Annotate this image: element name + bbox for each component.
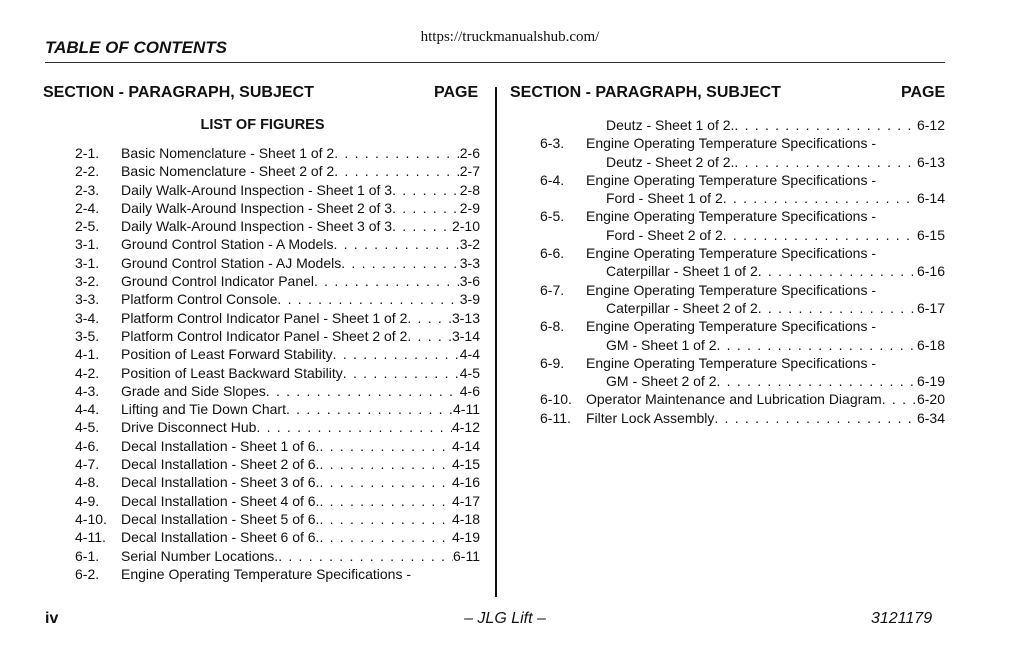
figure-title: Daily Walk-Around Inspection - Sheet 1 of 3 [121, 181, 393, 198]
figure-page: 6-15 [916, 226, 945, 243]
figure-page: 4-6 [459, 382, 480, 399]
figure-title: Engine Operating Temperature Specifications - [586, 245, 877, 262]
dot-leader [319, 473, 452, 491]
figure-title: Lifting and Tie Down Chart [121, 401, 286, 418]
dot-leader [392, 217, 452, 235]
dot-leader [714, 409, 917, 427]
figure-page: 4-15 [451, 456, 480, 473]
figure-page: 2-10 [451, 218, 480, 235]
document-number: 3121179 [871, 610, 933, 627]
figure-page: 4-12 [451, 419, 480, 436]
figure-entry[interactable] [75, 382, 480, 400]
figure-page: 6-11 [453, 547, 480, 564]
figure-title: Ford - Sheet 2 of 2 [606, 226, 723, 243]
dot-leader [343, 364, 460, 382]
dot-leader [717, 372, 917, 390]
figure-number: 4-10. [75, 510, 107, 527]
figure-number: 2-3. [75, 181, 100, 198]
left-figure-list [75, 144, 480, 583]
figure-number: 6-3. [540, 135, 565, 152]
figure-entry[interactable] [75, 437, 480, 455]
figure-title: Platform Control Indicator Panel - Sheet 1 of 2 [121, 309, 408, 326]
figure-page: 6-18 [916, 336, 945, 353]
figure-page: 6-16 [916, 263, 945, 280]
figure-entry[interactable] [75, 254, 480, 272]
figure-page: 3-2 [459, 236, 480, 253]
figure-title: Caterpillar - Sheet 1 of 2 [606, 263, 758, 280]
dot-leader [758, 299, 917, 317]
dot-leader [286, 400, 453, 418]
dot-leader [334, 162, 460, 180]
figure-page: 4-5 [459, 364, 480, 381]
figure-number: 3-5. [75, 327, 100, 344]
figure-page: 3-6 [459, 273, 480, 290]
figure-entry[interactable] [75, 565, 480, 583]
figure-entry[interactable] [540, 207, 945, 244]
figure-number: 2-1. [75, 145, 100, 161]
figure-entry[interactable] [75, 455, 480, 473]
figure-number: 3-1. [75, 254, 100, 271]
dot-leader [723, 189, 917, 207]
figure-page: 4-18 [451, 510, 480, 527]
figure-number: 4-11. [75, 529, 106, 546]
figure-title: Engine Operating Temperature Specifications - [586, 135, 877, 152]
figure-title: Engine Operating Temperature Specifications - [586, 318, 877, 335]
dot-leader [266, 382, 460, 400]
figure-page: 6-14 [916, 190, 945, 207]
figure-title: Decal Installation - Sheet 2 of 6. [121, 456, 320, 473]
dot-leader [407, 309, 452, 327]
figure-number: 6-6. [540, 245, 565, 262]
footer-brand: – JLG Lift – [464, 610, 546, 627]
figure-page: 4-16 [451, 474, 480, 491]
document-title: TABLE OF CONTENTS [45, 38, 227, 57]
figure-number: 6-4. [540, 171, 565, 188]
figure-entry[interactable] [75, 181, 480, 199]
figure-entry[interactable] [75, 217, 480, 235]
dot-leader [319, 492, 452, 510]
figure-page: 4-14 [451, 437, 480, 454]
dot-leader [392, 199, 460, 217]
figure-title: Engine Operating Temperature Specifications - [586, 354, 877, 371]
dot-leader [882, 390, 917, 408]
figure-entry[interactable] [75, 345, 480, 363]
dot-leader [319, 455, 452, 473]
figure-title: Ground Control Station - AJ Models [121, 254, 342, 271]
figure-title: Decal Installation - Sheet 1 of 6. [121, 437, 320, 454]
figure-number: 4-6. [75, 437, 100, 454]
figure-page: 2-6 [459, 145, 480, 161]
figure-entry[interactable] [540, 317, 945, 354]
figure-number: 6-2. [75, 565, 100, 582]
dot-leader [758, 262, 917, 280]
figure-title: Filter Lock Assembly [586, 409, 715, 426]
figure-title: Ground Control Station - A Models [121, 236, 334, 253]
figure-page: 4-19 [451, 529, 480, 546]
figure-entry[interactable] [540, 409, 945, 427]
dot-leader [319, 437, 452, 455]
figure-title: Daily Walk-Around Inspection - Sheet 2 of 3 [121, 199, 393, 216]
figure-number: 6-5. [540, 208, 565, 225]
dot-leader [734, 116, 917, 134]
list-of-figures-title: LIST OF FIGURES [200, 117, 325, 133]
figure-page: 6-13 [916, 153, 945, 170]
figure-title: Decal Installation - Sheet 4 of 6. [121, 492, 320, 509]
dot-leader [392, 181, 460, 199]
dot-leader [314, 272, 460, 290]
figure-title: Deutz - Sheet 1 of 2. [606, 117, 735, 133]
header-rule [45, 62, 945, 63]
figure-entry[interactable] [75, 309, 480, 327]
page-number: iv [45, 610, 59, 627]
figure-page: 6-20 [916, 391, 945, 408]
figure-entry[interactable] [540, 244, 945, 281]
figure-title: Engine Operating Temperature Specifications - [586, 171, 877, 188]
dot-leader [717, 336, 917, 354]
dot-leader [256, 418, 452, 436]
right-figure-list [540, 116, 945, 427]
figure-title: Position of Least Forward Stability [121, 346, 333, 363]
figure-title: Decal Installation - Sheet 3 of 6. [121, 474, 320, 491]
figure-entry[interactable] [75, 144, 480, 162]
figure-number: 4-1. [75, 346, 100, 363]
dot-leader [319, 510, 452, 528]
figure-title: Engine Operating Temperature Specifications - [586, 281, 877, 298]
figure-page: 4-17 [451, 492, 480, 509]
right-column-page-header: PAGE [901, 84, 946, 101]
figure-title: Serial Number Locations. [121, 547, 279, 564]
figure-title: Grade and Side Slopes [121, 382, 266, 399]
figure-number: 4-8. [75, 474, 100, 491]
figure-number: 2-5. [75, 218, 100, 235]
dot-leader [723, 226, 917, 244]
figure-entry[interactable] [540, 171, 945, 208]
figure-entry[interactable] [75, 528, 480, 546]
figure-page: 6-19 [916, 373, 945, 390]
figure-number: 4-7. [75, 456, 100, 473]
figure-entry[interactable] [75, 327, 480, 345]
figure-title: GM - Sheet 1 of 2 [606, 336, 717, 353]
figure-entry[interactable] [75, 400, 480, 418]
figure-title: Decal Installation - Sheet 6 of 6. [121, 529, 320, 546]
figure-number: 2-4. [75, 199, 100, 216]
figure-title: Operator Maintenance and Lubrication Diagram [586, 391, 882, 408]
figure-number: 3-1. [75, 236, 100, 253]
source-url[interactable]: https://truckmanualshub.com/ [420, 29, 600, 45]
figure-number: 3-2. [75, 273, 100, 290]
figure-number: 4-5. [75, 419, 100, 436]
dot-leader [341, 254, 460, 272]
dot-leader [319, 528, 452, 546]
figure-number: 4-4. [75, 401, 100, 418]
column-divider [495, 87, 497, 597]
figure-title: Engine Operating Temperature Specifications - [121, 565, 412, 582]
figure-page: 3-9 [459, 291, 480, 308]
figure-entry[interactable] [75, 492, 480, 510]
dot-leader [334, 144, 460, 162]
figure-number: 6-1. [75, 547, 100, 564]
figure-entry[interactable] [75, 235, 480, 253]
dot-leader [734, 153, 917, 171]
figure-page: 2-7 [459, 163, 480, 180]
figure-title: Basic Nomenclature - Sheet 2 of 2 [121, 163, 335, 180]
figure-entry[interactable] [75, 418, 480, 436]
figure-page: 3-13 [451, 309, 480, 326]
figure-entry[interactable] [75, 162, 480, 180]
figure-entry[interactable] [75, 510, 480, 528]
figure-title: Decal Installation - Sheet 5 of 6. [121, 510, 320, 527]
dot-leader [333, 345, 460, 363]
figure-number: 3-4. [75, 309, 100, 326]
figure-number: 6-8. [540, 318, 565, 335]
figure-page: 6-12 [916, 117, 945, 133]
figure-title: Platform Control Indicator Panel - Sheet 2 of 2 [121, 327, 408, 344]
figure-title: GM - Sheet 2 of 2 [606, 373, 717, 390]
figure-title: Ground Control Indicator Panel [121, 273, 314, 290]
dot-leader [333, 235, 459, 253]
dot-leader [278, 547, 453, 565]
figure-entry[interactable] [75, 290, 480, 308]
figure-title: Basic Nomenclature - Sheet 1 of 2 [121, 145, 335, 161]
dot-leader [277, 290, 459, 308]
figure-entry[interactable] [540, 281, 945, 318]
figure-title: Platform Control Console [121, 291, 278, 308]
figure-page: 4-4 [459, 346, 480, 363]
right-column-subject-header: SECTION - PARAGRAPH, SUBJECT [510, 84, 781, 101]
figure-number: 6-9. [540, 354, 565, 371]
figure-entry[interactable] [75, 364, 480, 382]
figure-title: Engine Operating Temperature Specifications - [586, 208, 877, 225]
figure-entry[interactable] [75, 473, 480, 491]
figure-title: Deutz - Sheet 2 of 2. [606, 153, 735, 170]
figure-entry[interactable] [75, 272, 480, 290]
left-column-page-header: PAGE [434, 84, 479, 101]
figure-entry[interactable] [75, 547, 480, 565]
figure-page: 3-14 [451, 327, 480, 344]
figure-number: 4-2. [75, 364, 100, 381]
figure-number: 3-3. [75, 291, 100, 308]
left-column-subject-header: SECTION - PARAGRAPH, SUBJECT [43, 84, 314, 101]
figure-title: Ford - Sheet 1 of 2 [606, 190, 723, 207]
figure-number: 4-9. [75, 492, 100, 509]
figure-title: Daily Walk-Around Inspection - Sheet 3 of 3 [121, 218, 393, 235]
figure-title: Position of Least Backward Stability [121, 364, 343, 381]
figure-page: 3-3 [459, 254, 480, 271]
figure-number: 6-7. [540, 281, 565, 298]
figure-entry[interactable] [540, 134, 945, 171]
figure-number: 6-11. [540, 409, 571, 426]
figure-title: Caterpillar - Sheet 2 of 2 [606, 299, 758, 316]
figure-number: 2-2. [75, 163, 100, 180]
figure-page: 6-17 [916, 299, 945, 316]
figure-entry[interactable] [540, 116, 945, 134]
figure-entry[interactable] [540, 390, 945, 408]
figure-number: 4-3. [75, 382, 100, 399]
figure-title: Drive Disconnect Hub [121, 419, 257, 436]
figure-page: 6-34 [916, 409, 945, 426]
figure-entry[interactable] [540, 354, 945, 391]
figure-entry[interactable] [75, 199, 480, 217]
figure-page: 2-8 [459, 181, 480, 198]
figure-page: 4-11 [453, 401, 480, 418]
dot-leader [407, 327, 452, 345]
figure-number: 6-10. [540, 391, 572, 408]
figure-page: 2-9 [459, 199, 480, 216]
